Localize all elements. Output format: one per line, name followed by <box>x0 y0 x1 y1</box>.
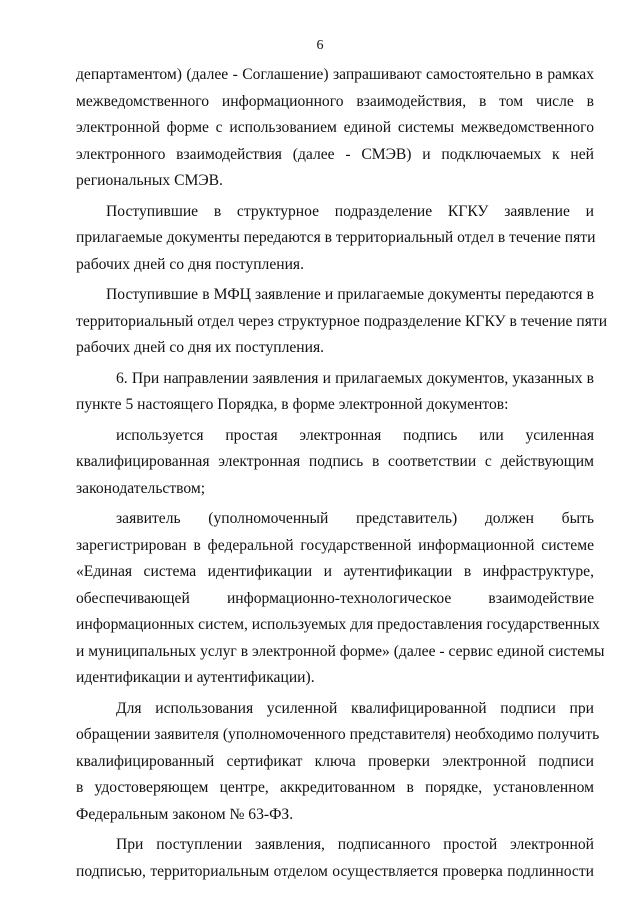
paragraph <box>76 282 608 362</box>
text-line: межведомственного информационного взаимодействия, в том числе в <box>76 92 594 110</box>
text-line: Федеральным законом № 63-ФЗ. <box>76 805 294 823</box>
text-line: подписью, территориальным отделом осуществляется проверка подлинности <box>76 862 594 880</box>
paragraph <box>76 506 605 692</box>
text-line: законодательством; <box>76 479 206 497</box>
text-line: пункте 5 настоящего Порядка, в форме электронной документов: <box>76 396 509 413</box>
text-line: региональных СМЭВ. <box>76 172 223 189</box>
text-line: При поступлении заявления, подписанного простой электронной <box>116 836 594 853</box>
text-line: электронного взаимодействия (далее - СМЭВ) и подключаемых к ней <box>76 145 594 163</box>
text-line: обеспечивающей информационно-технологическое взаимодействие <box>76 589 594 607</box>
text-line: идентификации и аутентификации). <box>76 669 315 686</box>
text-line: в удостоверяющем центре, аккредитованном в порядке, установленном <box>76 779 594 796</box>
text-line: Для использования усиленной квалифицированной подписи при <box>116 699 594 717</box>
paragraph <box>76 696 600 829</box>
text-line: обращении заявителя (уполномоченного представителя) необходимо получить <box>76 726 600 743</box>
text-line: территориальный отдел через структурное подразделение КГКУ в течение пяти <box>76 312 608 330</box>
text-line: информационных систем, используемых для предоставления государственных <box>76 616 600 633</box>
document-body <box>76 62 608 885</box>
text-line: электронной форме с использованием единой системы межведомственного <box>76 119 594 136</box>
text-line: квалифицированный сертификат ключа проверки электронной подписи <box>76 752 594 770</box>
text-line: 6. При направлении заявления и прилагаемых документов, указанных в <box>116 369 594 387</box>
paragraph <box>76 366 594 419</box>
text-line: заявитель (уполномоченный представитель) должен быть <box>116 510 594 527</box>
text-line: «Единая система идентификации и аутентификации в инфраструктуре, <box>76 563 594 580</box>
text-line: используется простая электронная подпись или усиленная <box>116 426 594 444</box>
text-line: Поступившие в структурное подразделение КГКУ заявление и <box>106 202 594 220</box>
paragraph <box>76 199 594 279</box>
paragraph <box>76 62 594 195</box>
page-number: 6 <box>316 38 324 53</box>
text-line: рабочих дней со дня поступления. <box>76 255 305 273</box>
text-line: департаментом) (далее - Соглашение) запрашивают самостоятельно в рамках <box>76 66 594 83</box>
text-line: квалифицированная электронная подпись в соответствии с действующим <box>76 453 594 470</box>
text-line: и муниципальных услуг в электронной форме» (далее - сервис единой системы <box>76 642 605 660</box>
text-line: зарегистрирован в федеральной государственной информационной системе <box>76 536 594 554</box>
text-line: прилагаемые документы передаются в территориальный отдел в течение пяти <box>76 229 596 246</box>
paragraph <box>76 423 594 503</box>
text-line: рабочих дней со дня их поступления. <box>76 339 325 356</box>
text-line: Поступившие в МФЦ заявление и прилагаемые документы передаются в <box>106 286 594 303</box>
paragraph <box>76 832 594 885</box>
